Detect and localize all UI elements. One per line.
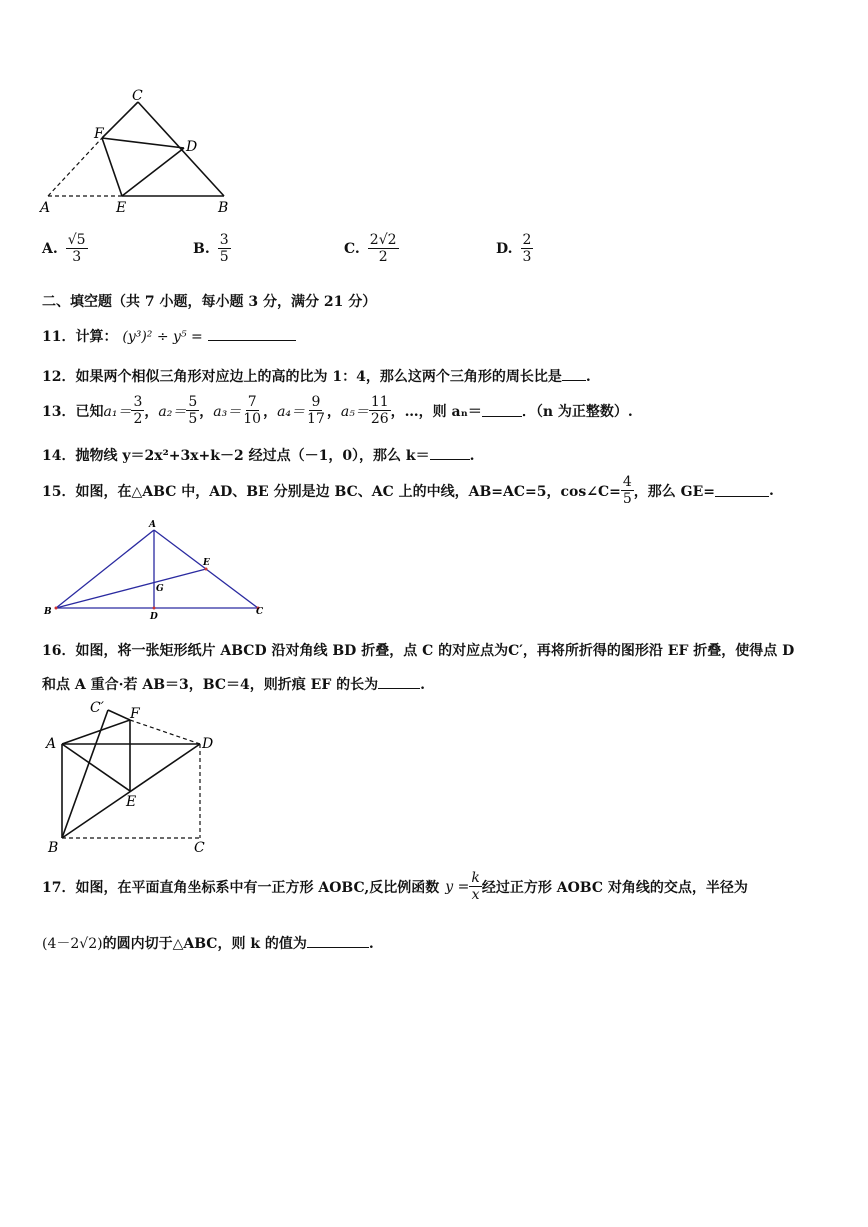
answer-blank-12[interactable]	[562, 368, 586, 381]
answer-blank-16[interactable]	[378, 676, 420, 689]
option-b[interactable]: B. $\frac{3}{5}$	[193, 232, 229, 265]
label-f: F	[94, 126, 104, 142]
option-c[interactable]: C. $\frac{2√2}{2}$	[344, 232, 397, 265]
answer-blank-17[interactable]	[307, 935, 369, 948]
label-e: E	[203, 558, 210, 568]
label-a: A	[40, 200, 51, 216]
answer-blank-15[interactable]	[715, 484, 769, 497]
label-c: C	[132, 88, 143, 104]
answer-blank-11[interactable]	[208, 328, 296, 341]
answer-blank-14[interactable]	[430, 447, 470, 460]
label-cprime: C′	[90, 700, 104, 716]
figure-triangle-medians	[38, 518, 268, 620]
label-g: G	[156, 584, 164, 594]
label-c: C	[256, 607, 264, 617]
label-d: D	[202, 736, 214, 752]
label-a: A	[46, 736, 57, 752]
question-17-line2: (4－2√2)的圆内切于△ABC，则 k 的值为 .	[42, 936, 374, 952]
question-16-line1: 16．如图，将一张矩形纸片 ABCD 沿对角线 BD 折叠，点 C 的对应点为C′，再将所折得的图形沿 EF 折叠，使得点 D	[42, 643, 795, 659]
label-f: F	[130, 706, 140, 722]
label-a: A	[149, 520, 156, 530]
label-b: B	[48, 840, 59, 856]
question-13: 13．已知 a₁＝ $\frac{3}{2}$ ， a₂＝ $\frac{5}{5}$ ， a₃＝ $\frac{7}{10}$ ， a₄＝ $\frac{9}{17}$ ， a₅＝ $\frac{11}{26}$ ，…，则 aₙ＝ ．（n 为正整数）.	[42, 394, 633, 427]
question-17-line1: 17．如图，在平面直角坐标系中有一正方形 AOBC,反比例函数 y = $\frac{k}{x}$ 经过正方形 AOBC 对角线的交点，半径为	[42, 870, 748, 903]
label-d: D	[186, 139, 198, 155]
question-15: 15．如图，在△ABC 中，AD、BE 分别是边 BC、AC 上的中线，AB=AC=5，cos∠C= $\frac{4}{5}$ ，那么 GE= .	[42, 474, 774, 507]
option-a[interactable]: A. $\frac{√5}{3}$	[42, 232, 86, 265]
option-d[interactable]: D. $\frac{2}{3}$	[496, 232, 532, 265]
label-b: B	[218, 200, 229, 216]
label-d: D	[150, 612, 158, 620]
question-12: 12．如果两个相似三角形对应边上的高的比为 1：4，那么这两个三角形的周长比是 .	[42, 369, 591, 385]
figure-rectangle-fold	[40, 698, 230, 858]
label-e: E	[126, 794, 137, 810]
label-c: C	[194, 840, 205, 856]
label-b: B	[44, 607, 52, 617]
section-title: 二、填空题（共 7 小题，每小题 3 分，满分 21 分）	[42, 294, 377, 310]
figure-triangle-fold	[36, 88, 236, 218]
question-16-line2: 和点 A 重合·若 AB＝3，BC＝4，则折痕 EF 的长为 .	[42, 677, 426, 693]
question-14: 14．抛物线 y＝2x²+3x+k－2 经过点（－1，0），那么 k＝ .	[42, 448, 475, 464]
answer-blank-13[interactable]	[482, 404, 522, 417]
label-e: E	[116, 200, 127, 216]
question-11: 11．计算： (y³)² ÷ y⁵ =	[42, 326, 296, 346]
